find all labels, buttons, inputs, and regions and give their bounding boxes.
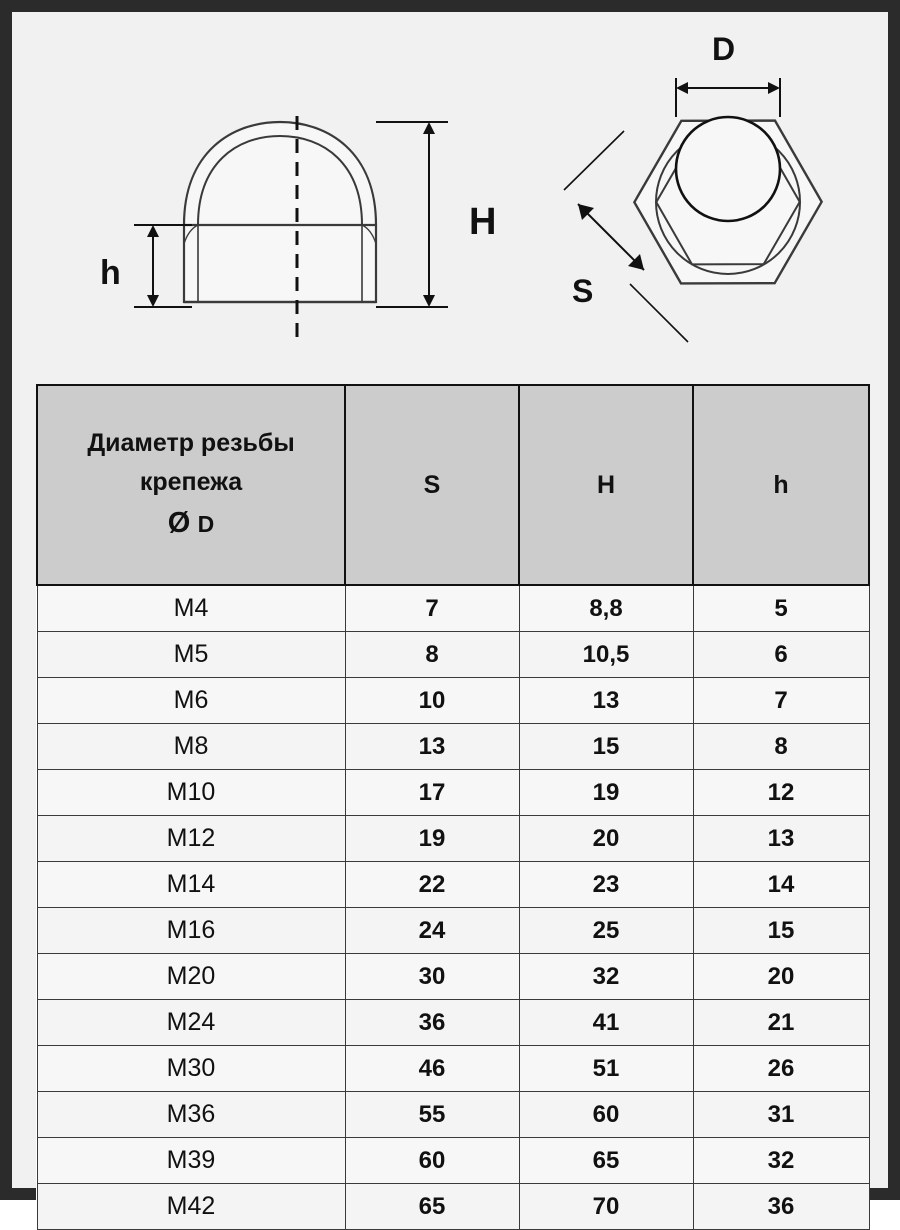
- cell-thread: M10: [37, 770, 345, 816]
- cell-h-big: 10,5: [519, 632, 693, 678]
- table-row: [37, 862, 869, 908]
- cell-thread: M20: [37, 954, 345, 1000]
- table-row: [37, 632, 869, 678]
- cell-s: 65: [345, 1184, 519, 1230]
- cell-s: 30: [345, 954, 519, 1000]
- cell-thread: M12: [37, 816, 345, 862]
- label-S: S: [572, 273, 594, 309]
- cell-h-small: 12: [693, 770, 869, 816]
- cell-h-small: 15: [693, 908, 869, 954]
- cell-s: 17: [345, 770, 519, 816]
- cell-h-small: 21: [693, 1000, 869, 1046]
- header-h-small: h: [693, 385, 869, 585]
- cell-thread: M30: [37, 1046, 345, 1092]
- table-row: [37, 954, 869, 1000]
- cell-thread: M36: [37, 1092, 345, 1138]
- cell-h-small: 5: [693, 585, 869, 632]
- cell-h-big: 41: [519, 1000, 693, 1046]
- cell-h-big: 32: [519, 954, 693, 1000]
- label-D: D: [712, 31, 736, 67]
- table-row: [37, 770, 869, 816]
- table-row: [37, 1184, 869, 1230]
- cell-h-big: 25: [519, 908, 693, 954]
- header-thread-line2: крепежа: [139, 467, 243, 496]
- table-row: [37, 1092, 869, 1138]
- label-H: H: [469, 201, 497, 243]
- cell-h-small: 36: [693, 1184, 869, 1230]
- cell-s: 36: [345, 1000, 519, 1046]
- cell-thread: M6: [37, 678, 345, 724]
- table-row: [37, 816, 869, 862]
- cell-s: 60: [345, 1138, 519, 1184]
- table-row: [37, 1046, 869, 1092]
- cell-h-small: 26: [693, 1046, 869, 1092]
- header-thread-diameter: [37, 385, 345, 585]
- cell-thread: M14: [37, 862, 345, 908]
- cell-h-big: 20: [519, 816, 693, 862]
- cell-h-small: 31: [693, 1092, 869, 1138]
- cell-thread: M42: [37, 1184, 345, 1230]
- cell-h-big: 13: [519, 678, 693, 724]
- cell-s: 10: [345, 678, 519, 724]
- table-body: [37, 585, 869, 1230]
- cell-thread: M39: [37, 1138, 345, 1184]
- cell-h-small: 32: [693, 1138, 869, 1184]
- cell-s: 55: [345, 1092, 519, 1138]
- cell-thread: M8: [37, 724, 345, 770]
- cell-s: 13: [345, 724, 519, 770]
- table-row: [37, 724, 869, 770]
- label-h: h: [100, 254, 121, 292]
- header-h-big: H: [519, 385, 693, 585]
- cell-h-big: 70: [519, 1184, 693, 1230]
- diameter-symbol: Ø: [167, 507, 191, 540]
- table-row: [37, 908, 869, 954]
- cell-h-big: 51: [519, 1046, 693, 1092]
- spec-table: [36, 384, 870, 1230]
- cell-s: 19: [345, 816, 519, 862]
- table-head: [37, 385, 869, 585]
- cell-thread: M24: [37, 1000, 345, 1046]
- cell-s: 24: [345, 908, 519, 954]
- header-s: S: [345, 385, 519, 585]
- cell-h-small: 6: [693, 632, 869, 678]
- cell-s: 8: [345, 632, 519, 678]
- table-row: [37, 1000, 869, 1046]
- header-thread-line1: Диаметр резьбы: [87, 428, 295, 457]
- cell-h-big: 23: [519, 862, 693, 908]
- cell-thread: M5: [37, 632, 345, 678]
- cell-s: 22: [345, 862, 519, 908]
- header-thread-symbol-line: [46, 501, 336, 546]
- cell-thread: M16: [37, 908, 345, 954]
- cell-h-small: 7: [693, 678, 869, 724]
- spec-table-container: [36, 384, 868, 1230]
- side-view-group: [184, 122, 376, 302]
- cell-h-big: 65: [519, 1138, 693, 1184]
- header-row: [37, 385, 869, 585]
- cell-h-small: 14: [693, 862, 869, 908]
- cell-s: 7: [345, 585, 519, 632]
- cell-s: 46: [345, 1046, 519, 1092]
- table-row: [37, 585, 869, 632]
- table-row: [37, 1138, 869, 1184]
- cell-h-big: 15: [519, 724, 693, 770]
- cell-h-big: 19: [519, 770, 693, 816]
- cell-thread: M4: [37, 585, 345, 632]
- cell-h-small: 13: [693, 816, 869, 862]
- cell-h-big: 60: [519, 1092, 693, 1138]
- cell-h-big: 8,8: [519, 585, 693, 632]
- diameter-letter: D: [197, 511, 215, 538]
- technical-drawing: [12, 12, 888, 372]
- table-row: [37, 678, 869, 724]
- cell-h-small: 20: [693, 954, 869, 1000]
- cell-h-small: 8: [693, 724, 869, 770]
